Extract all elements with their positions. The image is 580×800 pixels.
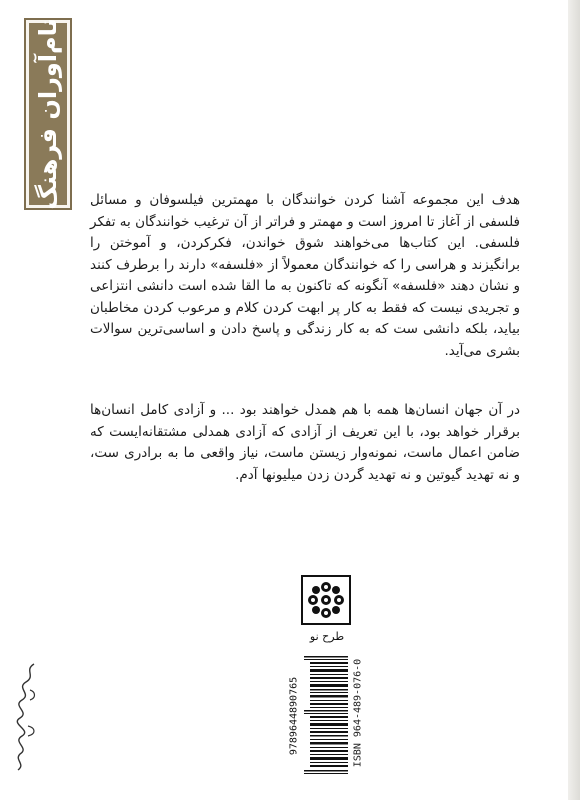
series-logo-fill (29, 18, 67, 210)
isbn-number: ISBN 964-489-076-0 (352, 658, 364, 768)
blurb-paragraph-1: هدف این مجموعه آشنا کردن خوانندگان با مهمترین فیلسوفان و مسائل فلسفی از آغاز تا امروز است و مهمتر و فراتر از آن ترغیب خوانندگان به تفکر فلسفی. این کتاب‌ها می‌خواهند شوق خواندن، فکرکردن، و آموختن را برانگیزند و هراسی را که خوانندگان معمولاً از «فلسفه» دارند را برطرف کنند و نشان دهند «فلسفه» آنگونه که تاکنون به ما القا شده است دانشی انتزاعی و تجریدی نیست که فقط به کار پر ابهت کردن کلام و مرعوب کردن مخاطبان بیاید، بلکه دانشی ست که به کار زندگی و پاسخ دادن و اساسی‌ترین سوالات بشری می‌آید. (90, 192, 520, 359)
series-title: نام‌آوران فرهنگ (34, 18, 62, 210)
blurb-paragraph-2: در آن جهان انسان‌ها همه با هم همدل خواهند بود ... و آزادی کامل انسان‌ها برقرار خواهد بود، با این تعریف از آزادی که آزادی همدلی مشتقانه‌ایست که ضامن اعمال ماست، نمونه‌وار زیستن ماست، نیاز واقعی ما به برادری ست، و نه تهدید گیوتین و نه تهدید گردن زدن میلیونها آدم. (90, 402, 520, 483)
series-logo-box (24, 18, 72, 210)
isbn-barcode (302, 650, 350, 782)
handwritten-signature (6, 660, 46, 775)
publisher-name: طرح نو (309, 630, 345, 643)
page-edge-shadow (568, 0, 580, 800)
barcode-digits: 9789644890765 (288, 676, 300, 756)
publisher-emblem-icon (301, 575, 351, 625)
